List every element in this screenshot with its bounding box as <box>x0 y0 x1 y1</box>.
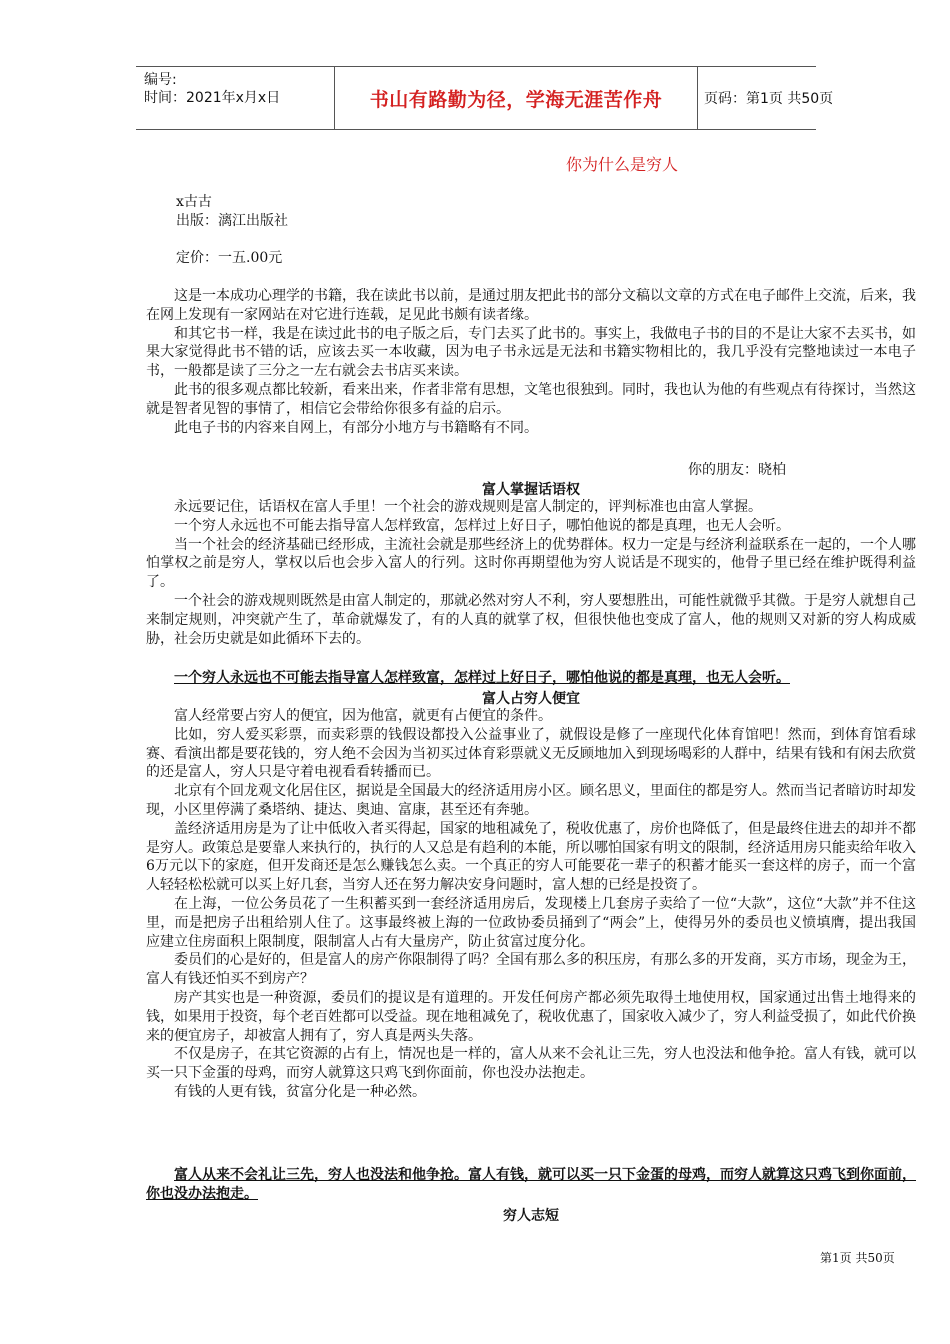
publisher: 出版：漓江出版社 <box>176 213 288 229</box>
paragraph: 盖经济适用房是为了让中低收入者买得起，国家的地租减免了，税收优惠了，房价也降低了，但是最终住进去的却并不都是穷人。政策总是要靠人来执行的，执行的人又总是有趋利的本能，所以哪怕国家有明文的限制，经济适用房只能卖给年收入6万元以下的家庭，但开发商还是怎么赚钱怎么卖。一个真正的穷人可能要花一辈子的积蓄才能买一套这样的房子，而一个富人轻轻松松就可以买上好几套，当穷人还在努力解决安身问题时，富人想的已经是投资了。 <box>146 820 916 894</box>
section-title: 穷人志短 <box>503 1208 559 1224</box>
paragraph: 和其它书一样，我是在读过此书的电子版之后，专门去买了此书的。事实上，我做电子书的目的不是让大家不去买书，如果大家觉得此书不错的话，应该去买一本收藏，因为电子书永远是无法和书籍实物相比的，我几乎没有完整地读过一本电子书，一般都是读了三分之一左右就会去书店买来读。 <box>146 325 916 380</box>
paragraph: 富人经常要占穷人的便宜，因为他富，就更有占便宜的条件。 <box>174 708 552 724</box>
document-title: 你为什么是穷人 <box>566 155 679 174</box>
document-header <box>136 66 834 130</box>
number-label: 编号: <box>144 72 177 88</box>
paragraph: 当一个社会的经济基础已经形成，主流社会就是那些经济上的优势群体。权力一定是与经济利益联系在一起的，一个人哪怕掌权之前是穷人，掌权以后也会步入富人的行列。这时你再期望他为穷人说话是不现实的，他骨子里已经在维护既得利益了。 <box>146 536 916 591</box>
paragraph: 不仅是房子，在其它资源的占有上，情况也是一样的，富人从来不会礼让三先，穷人也没法和他争抢。富人有钱，就可以买一只下金蛋的母鸡，而穷人就算这只鸡飞到你面前，你也没办法抱走。 <box>146 1046 916 1082</box>
paragraph: 北京有个回龙观文化居住区，据说是全国最大的经济适用房小区。顾名思义，里面住的都是穷人。然而当记者暗访时却发现，小区里停满了桑塔纳、捷达、奥迪、富康，甚至还有奔驰。 <box>146 783 916 818</box>
paragraph: 此书的很多观点都比较新，看来出来，作者非常有思想，文笔也很独到。同时，我也认为他的有些观点有待探讨，当然这就是智者见智的事情了，相信它会带给你很多有益的启示。 <box>146 381 916 417</box>
author: x古古 <box>176 194 212 210</box>
date-line: 时间：2021年x月x日 <box>144 90 281 106</box>
paragraph: 此电子书的内容来自网上，有部分小地方与书籍略有不同。 <box>174 419 538 436</box>
paragraph: 有钱的人更有钱，贫富分化是一种必然。 <box>174 1083 426 1100</box>
header-meta-cell <box>136 67 334 129</box>
paragraph: 房产其实也是一种资源，委员们的提议是有道理的。开发任何房产都必须先取得土地使用权，国家通过出售土地得来的钱，如果用于投资，每个老百姓都可以受益。现在地租减免了，税收优惠了，国家收入减少了，穷人利益受损了，如此代价换来的便宜房子，却被富人拥有了，穷人真是两头失落。 <box>146 989 916 1044</box>
paragraph: 在上海，一位公务员花了一生积蓄买到一套经济适用房后，发现楼上几套房子卖给了一位“大款”，这位“大款”并不住这里，而是把房子出租给别人住了。这事最终被上海的一位政协委员捅到了“两会”上，使得另外的委员也义愤填膺，提出我国应建立住房面积上限制度，限制富人占有大量房产，防止贫富过度分化。 <box>146 895 916 950</box>
header-motto-cell <box>334 67 698 129</box>
paragraph: 一个社会的游戏规则既然是由富人制定的，那就必然对穷人不利，穷人要想胜出，可能性就微乎其微。于是穷人就想自己来制定规则，冲突就产生了，革命就爆发了，有的人真的就掌了权，但很快他也变成了富人，他的规则又对新的穷人构成威胁，社会历史就是如此循环下去的。 <box>146 592 916 647</box>
section-title: 富人占穷人便宜 <box>482 691 580 707</box>
signature: 你的朋友：晓柏 <box>688 462 786 478</box>
paragraph: 一个穷人永远也不可能去指导富人怎样致富，怎样过上好日子，哪怕他说的都是真理，也无人会听。 <box>174 517 790 534</box>
paragraph: 委员们的心是好的，但是富人的房产你限制得了吗？全国有那么多的积压房，有那么多的开发商，买方市场，现金为王，富人有钱还怕买不到房产？ <box>146 952 916 988</box>
header-page-cell <box>696 67 834 129</box>
highlight-quote <box>146 1166 916 1204</box>
page-info: 页码：第1页 共50页 <box>704 91 834 107</box>
price: 定价：一五.00元 <box>176 250 283 266</box>
page-footer: 第1页 共50页 <box>820 1251 895 1265</box>
paragraph: 比如，穷人爱买彩票，而卖彩票的钱假设都投入公益事业了，就假设是修了一座现代化体育馆吧！然而，到体育馆看球赛、看演出都是要花钱的，穷人绝不会因为当初买过体育彩票就义无反顾地加入到现场喝彩的人群中，结果有钱和有闲去欣赏的还是富人，穷人只是守着电视看看转播而已。 <box>146 726 916 781</box>
section-body <box>146 707 916 1102</box>
motto: 书山有路勤为径，学海无涯苦作舟 <box>369 88 663 111</box>
intro-text <box>146 287 916 437</box>
quote-text: 一个穷人永远也不可能去指导富人怎样致富，怎样过上好日子，哪怕他说的都是真理，也无人会听。 <box>174 670 790 686</box>
highlight-quote <box>146 669 916 688</box>
paragraph: 永远要记住，话语权在富人手里！一个社会的游戏规则是富人制定的，评判标准也由富人掌握。 <box>174 499 762 515</box>
section-title: 富人掌握话语权 <box>482 482 580 498</box>
paragraph: 这是一本成功心理学的书籍，我在读此书以前，是通过朋友把此书的部分文稿以文章的方式在电子邮件上交流，后来，我在网上发现有一家网站在对它进行连载，足见此书颇有读者缘。 <box>146 288 916 323</box>
quote-text: 富人从来不会礼让三先，穷人也没法和他争抢。富人有钱，就可以买一只下金蛋的母鸡，而穷人就算这只鸡飞到你面前，你也没办法抱走。 <box>146 1167 916 1202</box>
section-body <box>146 498 916 648</box>
